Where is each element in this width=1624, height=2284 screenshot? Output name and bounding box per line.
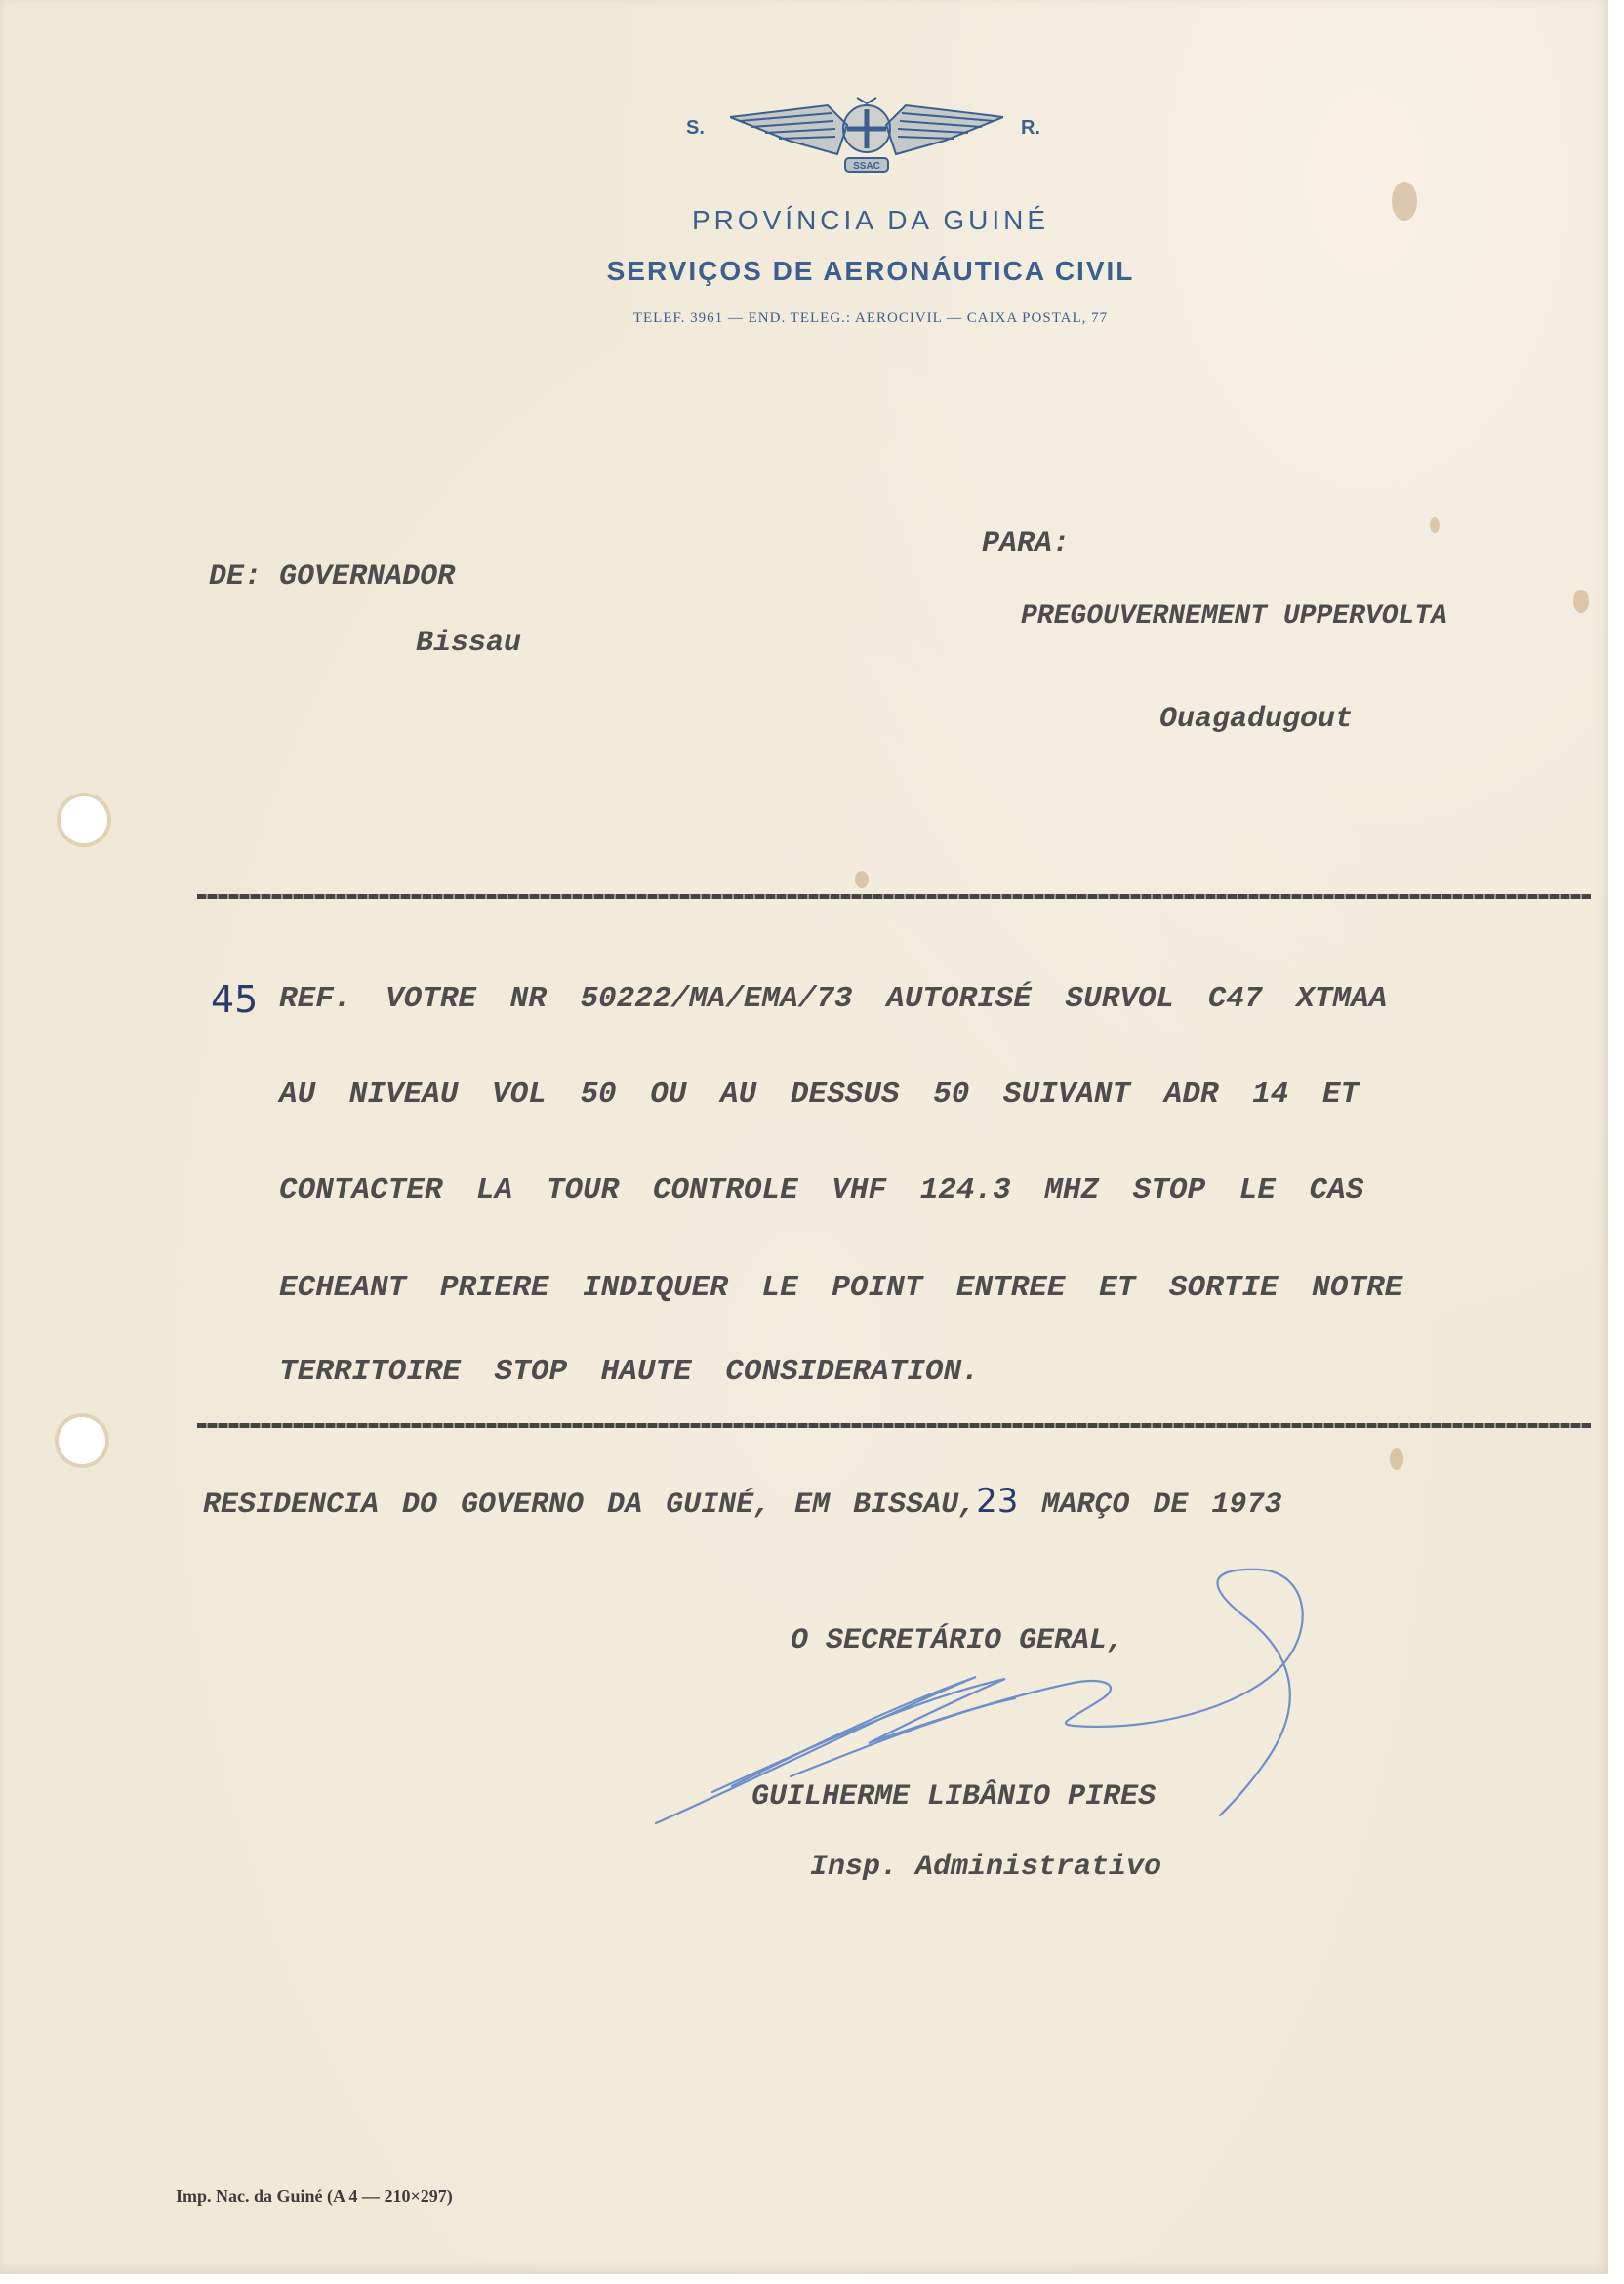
- message-line-3: CONTACTER LA TOUR CONTROLE VHF 124.3 MHZ STOP LE CAS: [279, 1173, 1364, 1207]
- handwritten-number: 45: [211, 978, 259, 1021]
- stain: [1390, 1448, 1403, 1470]
- secretary-title: O SECRETÁRIO GERAL,: [791, 1624, 1125, 1657]
- message-line-5: TERRITOIRE STOP HAUTE CONSIDERATION.: [279, 1355, 980, 1389]
- residence-suffix: MARÇO DE 1973: [1041, 1489, 1282, 1522]
- from-city: Bissau: [416, 627, 522, 660]
- top-rule: [197, 894, 1591, 899]
- handwritten-day: 23: [976, 1482, 1019, 1521]
- residence-line: [203, 1482, 1281, 1522]
- bottom-rule: [197, 1423, 1591, 1428]
- punch-hole: [61, 796, 107, 843]
- letterhead-right-mark: R.: [1021, 117, 1040, 139]
- from-label: DE:: [209, 560, 263, 593]
- to-name: PREGOUVERNEMENT UPPERVOLTA: [1021, 601, 1447, 632]
- message-line-4: ECHEANT PRIERE INDIQUER LE POINT ENTREE ET SORTIE NOTRE: [279, 1271, 1403, 1305]
- residence-prefix: RESIDENCIA DO GOVERNO DA GUINÉ, EM BISSAU,: [203, 1489, 977, 1522]
- from-block: [139, 527, 455, 627]
- signatory-name: GUILHERME LIBÂNIO PIRES: [751, 1780, 1157, 1814]
- letterhead-left-mark: S.: [686, 117, 705, 139]
- signatory-position: Insp. Administrativo: [810, 1851, 1162, 1884]
- letterhead-province: PROVÍNCIA DA GUINÉ: [691, 205, 1050, 235]
- stain: [1573, 590, 1589, 613]
- stain: [855, 871, 869, 888]
- printer-imprint: Imp. Nac. da Guiné (A 4 — 210×297): [176, 2186, 453, 2206]
- letterhead-service: SERVIÇOS DE AERONÁUTICA CIVIL: [606, 256, 1135, 286]
- from-name: GOVERNADOR: [279, 560, 456, 593]
- to-label: PARA:: [982, 527, 1071, 560]
- punch-hole: [59, 1417, 105, 1464]
- letterhead-contact: TELEF. 3961 — END. TELEG.: AEROCIVIL — CAIXA POSTAL, 77: [632, 310, 1109, 326]
- message-line-1: REF. VOTRE NR 50222/MA/EMA/73 AUTORISÉ SURVOL C47 XTMAA: [279, 982, 1388, 1016]
- emblem-text: SSAC: [853, 161, 880, 172]
- message-line-2: AU NIVEAU VOL 50 OU AU DESSUS 50 SUIVANT ADR 14 ET: [279, 1078, 1360, 1112]
- to-city: Ouagadugout: [1159, 703, 1354, 736]
- stain: [1430, 517, 1440, 533]
- winged-cross-emblem: [730, 96, 1003, 180]
